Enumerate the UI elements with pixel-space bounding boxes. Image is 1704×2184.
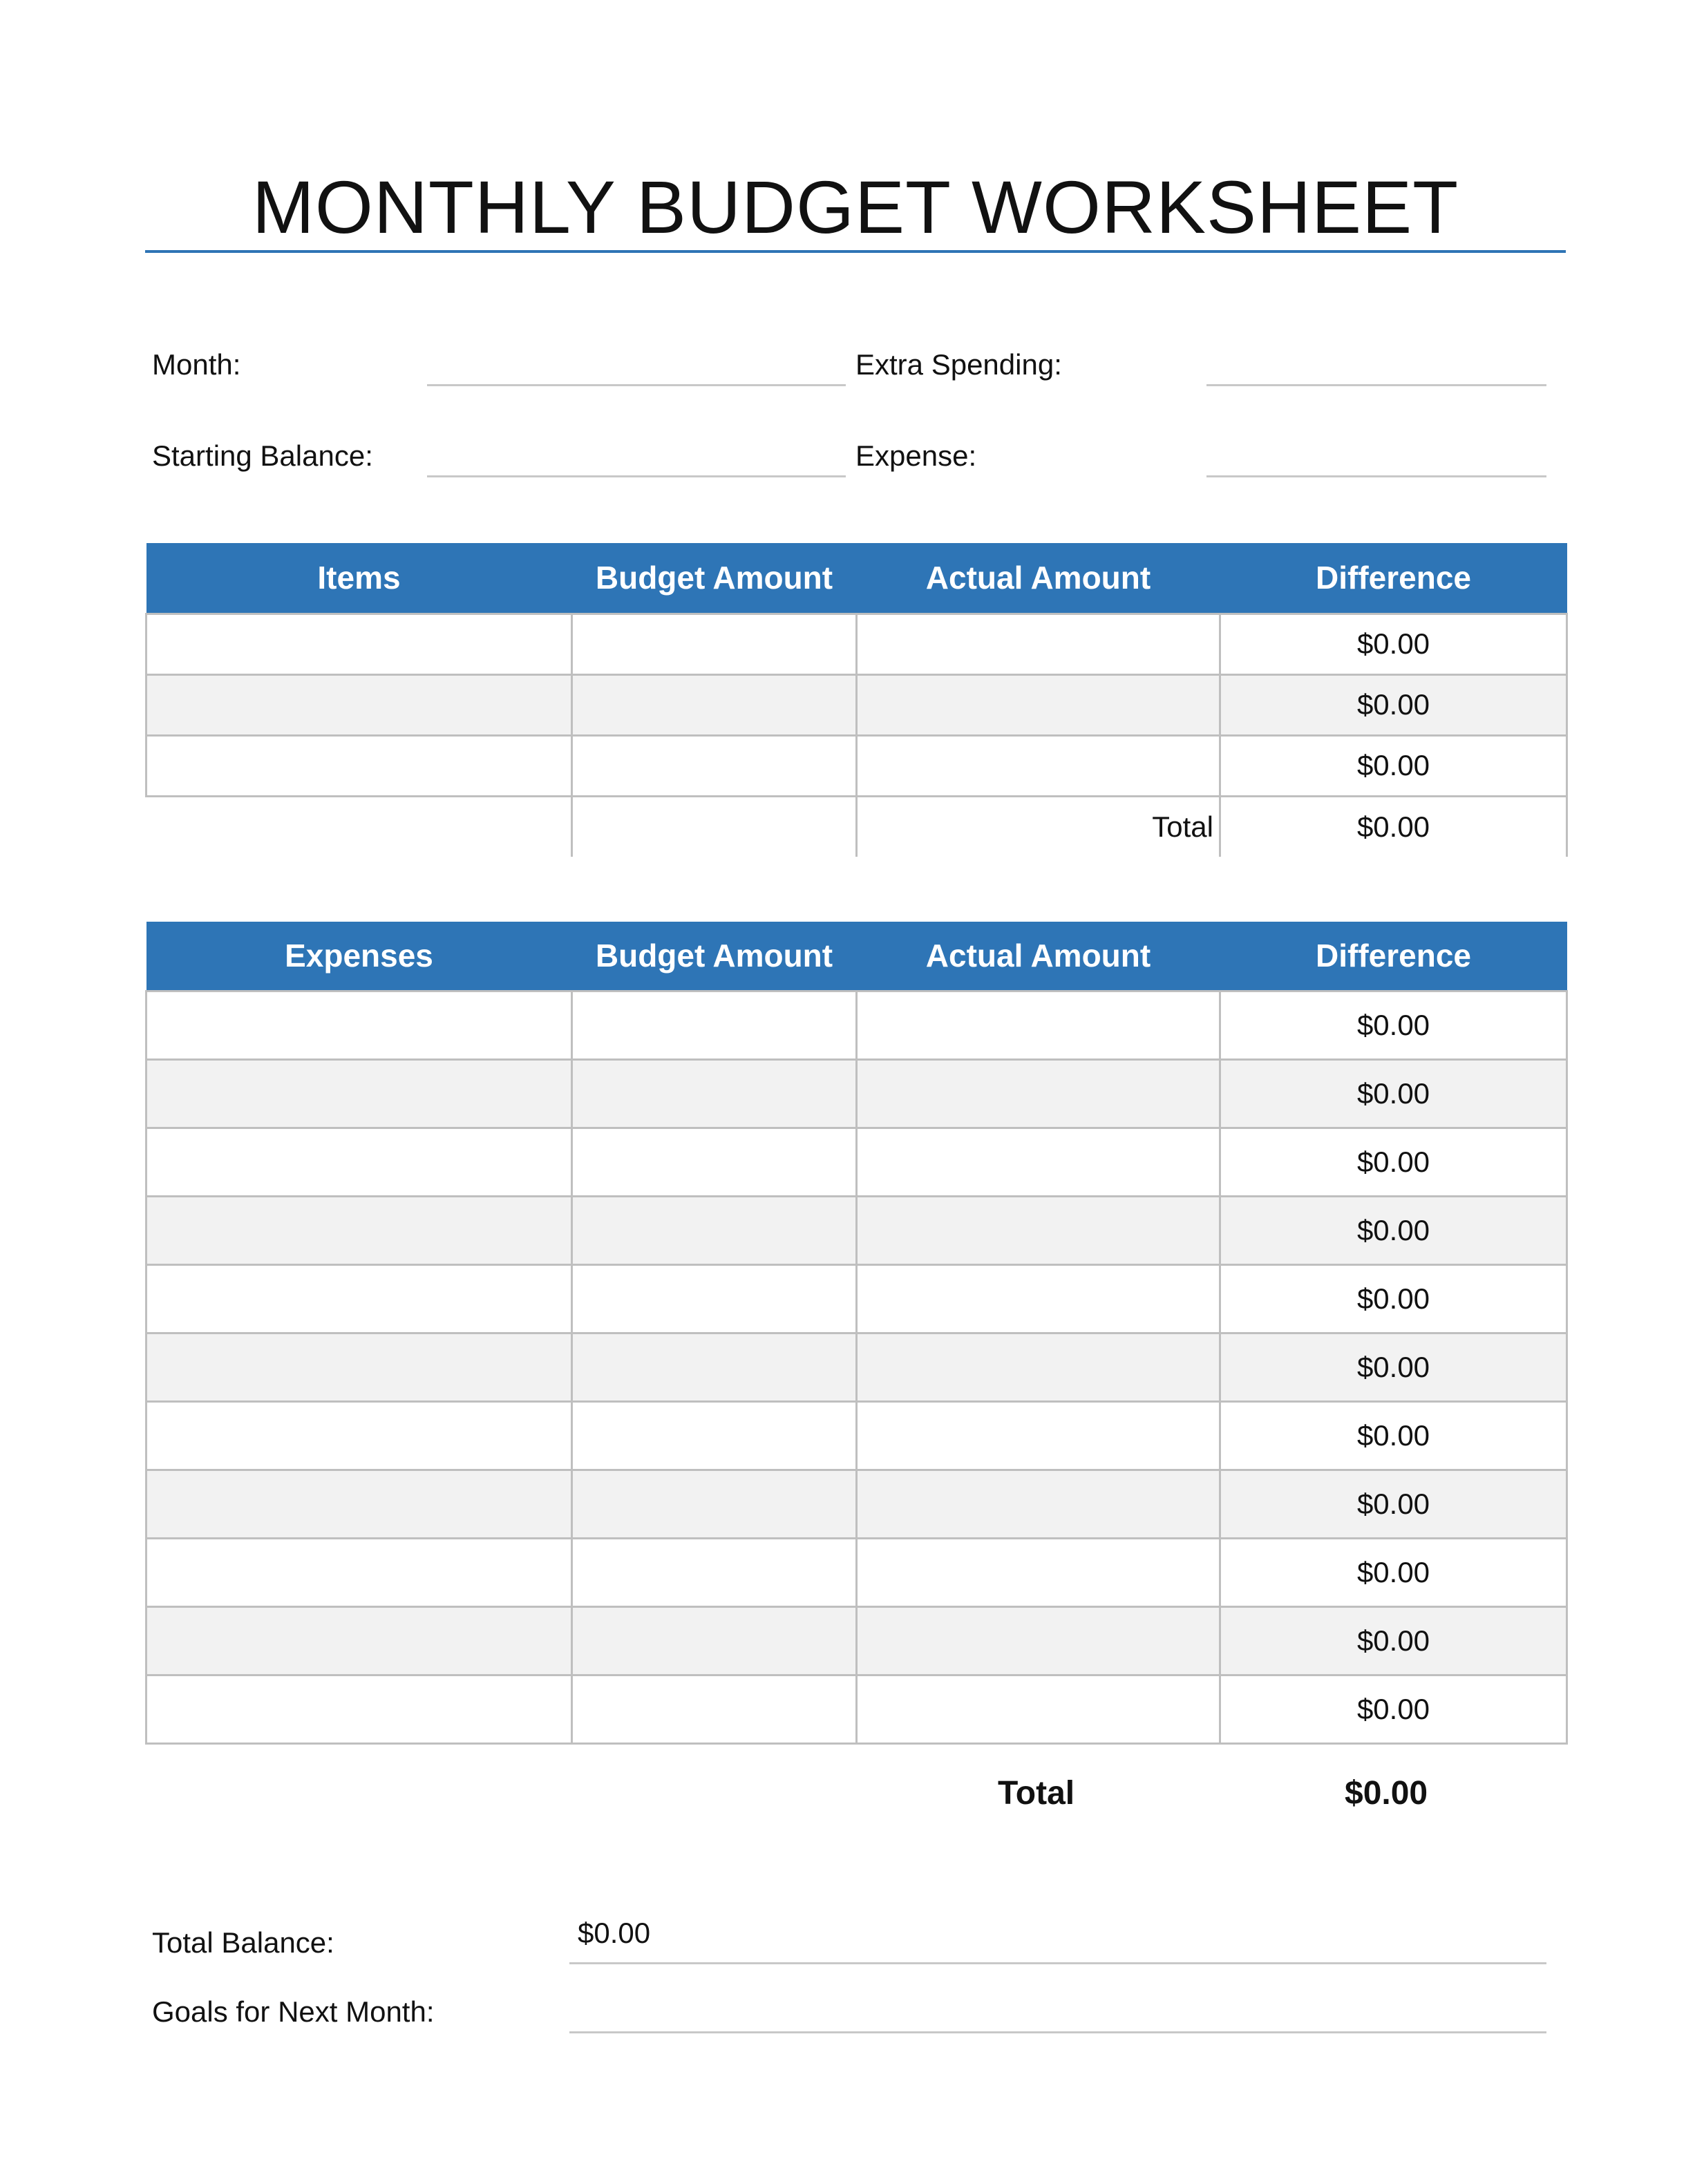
- goals-label: Goals for Next Month:: [152, 1995, 435, 2028]
- difference-cell: $0.00: [1220, 674, 1567, 735]
- items-table: [145, 543, 1568, 857]
- difference-cell: $0.00: [1220, 1470, 1567, 1538]
- expense-cell[interactable]: [146, 1264, 572, 1333]
- expense-cell[interactable]: [146, 1333, 572, 1401]
- actual-amount-cell[interactable]: [857, 674, 1220, 735]
- expense-cell[interactable]: [146, 1538, 572, 1606]
- table-row: [146, 614, 1567, 674]
- starting-balance-label: Starting Balance:: [152, 439, 373, 472]
- difference-cell: $0.00: [1220, 1675, 1567, 1743]
- blank-cell: [572, 796, 857, 857]
- expenses-table: [145, 922, 1568, 1745]
- table-row: [146, 1333, 1567, 1401]
- table-row: [146, 1264, 1567, 1333]
- expense-cell[interactable]: [146, 1196, 572, 1264]
- title-underline: [145, 250, 1566, 253]
- table-row: [146, 1128, 1567, 1196]
- actual-amount-cell[interactable]: [857, 1059, 1220, 1128]
- difference-cell: $0.00: [1220, 1059, 1567, 1128]
- column-header-budget-amount: Budget Amount: [572, 922, 857, 991]
- actual-amount-cell[interactable]: [857, 614, 1220, 674]
- difference-cell: $0.00: [1220, 1333, 1567, 1401]
- actual-amount-cell[interactable]: [857, 1128, 1220, 1196]
- item-cell[interactable]: [146, 674, 572, 735]
- budget-amount-cell[interactable]: [572, 614, 857, 674]
- expense-label: Expense:: [855, 439, 977, 472]
- expenses-total-value: $0.00: [1345, 1775, 1428, 1812]
- actual-amount-cell[interactable]: [857, 1675, 1220, 1743]
- table-row: [146, 1538, 1567, 1606]
- column-header-budget-amount: Budget Amount: [572, 543, 857, 614]
- table-row: [146, 674, 1567, 735]
- budget-amount-cell[interactable]: [572, 1196, 857, 1264]
- expense-cell[interactable]: [146, 1401, 572, 1470]
- column-header-difference: Difference: [1220, 922, 1567, 991]
- starting-balance-field[interactable]: [427, 475, 846, 477]
- actual-amount-cell[interactable]: [857, 1470, 1220, 1538]
- table-row: [146, 1606, 1567, 1675]
- budget-amount-cell[interactable]: [572, 1401, 857, 1470]
- extra-spending-label: Extra Spending:: [855, 348, 1062, 381]
- items-total-label: Total: [857, 796, 1220, 857]
- difference-cell: $0.00: [1220, 1128, 1567, 1196]
- table-row: [146, 735, 1567, 796]
- table-row: [146, 1059, 1567, 1128]
- actual-amount-cell[interactable]: [857, 991, 1220, 1059]
- difference-cell: $0.00: [1220, 1196, 1567, 1264]
- difference-cell: $0.00: [1220, 1264, 1567, 1333]
- budget-amount-cell[interactable]: [572, 1538, 857, 1606]
- table-row: [146, 1401, 1567, 1470]
- goals-field[interactable]: [569, 2031, 1546, 2033]
- difference-cell: $0.00: [1220, 1606, 1567, 1675]
- expense-cell[interactable]: [146, 991, 572, 1059]
- column-header-expenses: Expenses: [146, 922, 572, 991]
- budget-amount-cell[interactable]: [572, 1333, 857, 1401]
- column-header-actual-amount: Actual Amount: [857, 922, 1220, 991]
- budget-amount-cell[interactable]: [572, 674, 857, 735]
- table-row: [146, 991, 1567, 1059]
- total-balance-value: $0.00: [578, 1917, 651, 1949]
- actual-amount-cell[interactable]: [857, 735, 1220, 796]
- expenses-total-label: Total: [998, 1775, 1075, 1812]
- actual-amount-cell[interactable]: [857, 1333, 1220, 1401]
- actual-amount-cell[interactable]: [857, 1538, 1220, 1606]
- items-total-row: [146, 796, 1567, 857]
- item-cell[interactable]: [146, 614, 572, 674]
- budget-amount-cell[interactable]: [572, 1059, 857, 1128]
- expense-cell[interactable]: [146, 1128, 572, 1196]
- actual-amount-cell[interactable]: [857, 1606, 1220, 1675]
- column-header-items: Items: [146, 543, 572, 614]
- budget-amount-cell[interactable]: [572, 1128, 857, 1196]
- expense-cell[interactable]: [146, 1606, 572, 1675]
- expense-cell[interactable]: [146, 1059, 572, 1128]
- budget-amount-cell[interactable]: [572, 1264, 857, 1333]
- actual-amount-cell[interactable]: [857, 1264, 1220, 1333]
- total-balance-field[interactable]: [569, 1962, 1546, 1964]
- expense-field[interactable]: [1206, 475, 1546, 477]
- table-row: [146, 1470, 1567, 1538]
- column-header-difference: Difference: [1220, 543, 1567, 614]
- difference-cell: $0.00: [1220, 991, 1567, 1059]
- actual-amount-cell[interactable]: [857, 1401, 1220, 1470]
- budget-amount-cell[interactable]: [572, 735, 857, 796]
- item-cell[interactable]: [146, 735, 572, 796]
- extra-spending-field[interactable]: [1206, 384, 1546, 386]
- items-header-row: [146, 543, 1567, 614]
- column-header-actual-amount: Actual Amount: [857, 543, 1220, 614]
- budget-amount-cell[interactable]: [572, 1470, 857, 1538]
- table-row: [146, 1675, 1567, 1743]
- budget-amount-cell[interactable]: [572, 1675, 857, 1743]
- actual-amount-cell[interactable]: [857, 1196, 1220, 1264]
- difference-cell: $0.00: [1220, 735, 1567, 796]
- total-balance-label: Total Balance:: [152, 1926, 334, 1959]
- month-field[interactable]: [427, 384, 846, 386]
- difference-cell: $0.00: [1220, 614, 1567, 674]
- page-title: MONTHLY BUDGET WORKSHEET: [252, 165, 1459, 249]
- expense-cell[interactable]: [146, 1470, 572, 1538]
- budget-amount-cell[interactable]: [572, 1606, 857, 1675]
- table-row: [146, 1196, 1567, 1264]
- expense-cell[interactable]: [146, 1675, 572, 1743]
- items-total-value: $0.00: [1220, 796, 1567, 857]
- month-label: Month:: [152, 348, 241, 381]
- expenses-header-row: [146, 922, 1567, 991]
- blank-cell: [146, 796, 572, 857]
- budget-amount-cell[interactable]: [572, 991, 857, 1059]
- difference-cell: $0.00: [1220, 1538, 1567, 1606]
- difference-cell: $0.00: [1220, 1401, 1567, 1470]
